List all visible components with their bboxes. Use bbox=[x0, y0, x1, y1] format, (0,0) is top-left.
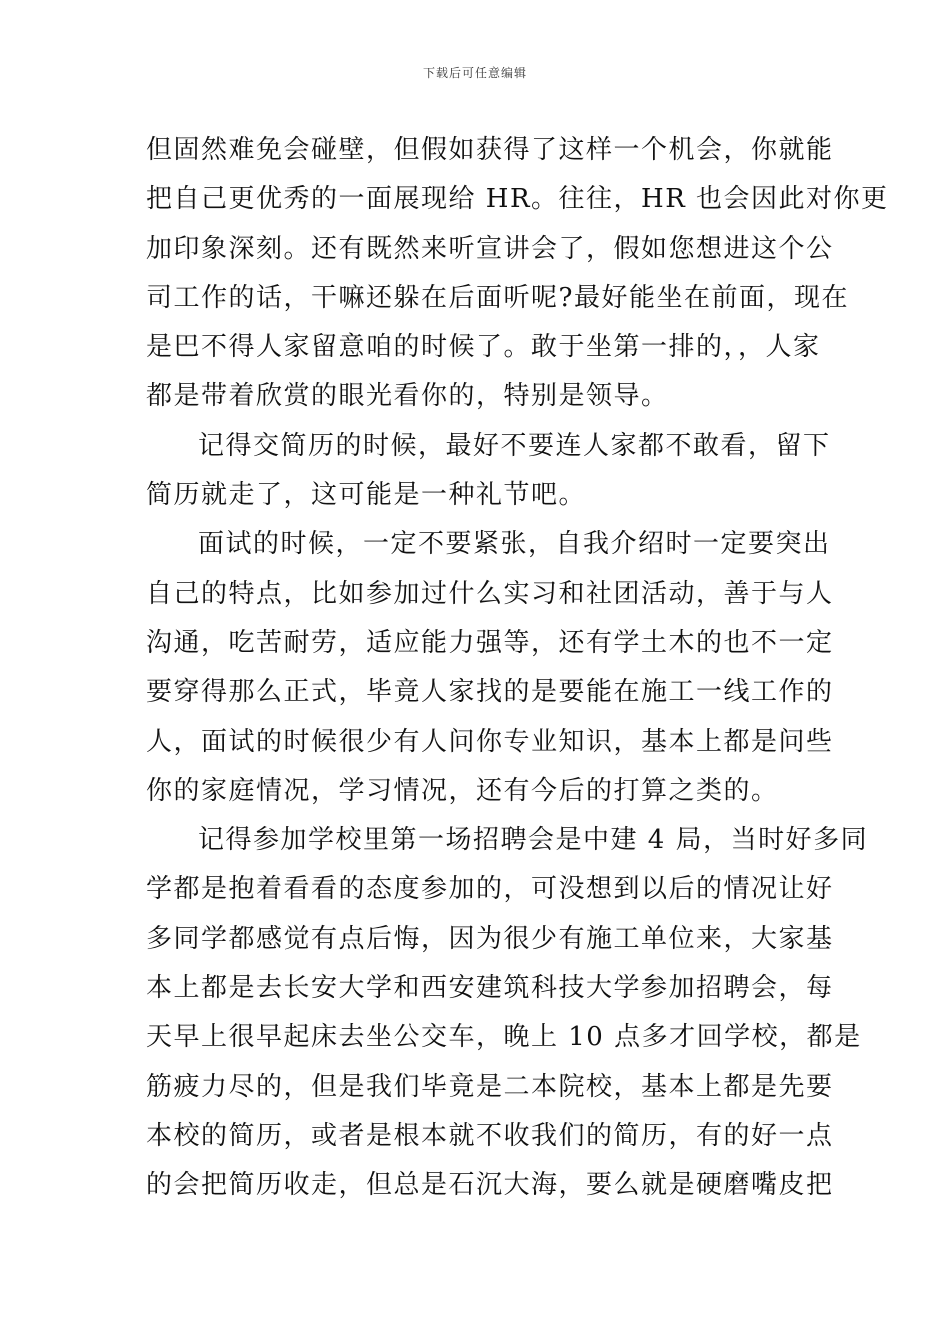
paragraph-line: 天早上很早起床去坐公交车，晚上 10 点多才回学校，都是 bbox=[146, 1022, 862, 1053]
paragraph-line: 简历就走了，这可能是一种礼节吧。 bbox=[146, 480, 587, 511]
paragraph-line: 自己的特点，比如参加过什么实习和社团活动，善于与人 bbox=[146, 578, 834, 609]
paragraph-1 bbox=[146, 126, 889, 422]
paragraph-line: 要穿得那么正式，毕竟人家找的是要能在施工一线工作的 bbox=[146, 677, 834, 708]
paragraph-line: 把自己更优秀的一面展现给 HR。往往，HR 也会因此对你更 bbox=[146, 184, 889, 215]
paragraph-line: 记得参加学校里第一场招聘会是中建 4 局，当时好多同 bbox=[198, 825, 869, 856]
paragraph-line: 的会把简历收走，但总是石沉大海，要么就是硬磨嘴皮把 bbox=[146, 1170, 834, 1201]
paragraph-line: 多同学都感觉有点后悔，因为很少有施工单位来，大家基 bbox=[146, 923, 834, 954]
paragraph-line: 面试的时候，一定不要紧张，自我介绍时一定要突出 bbox=[198, 529, 831, 560]
paragraph-line: 本校的简历，或者是根本就不收我们的简历，有的好一点 bbox=[146, 1120, 834, 1151]
paragraph-line: 你的家庭情况，学习情况，还有今后的打算之类的。 bbox=[146, 775, 779, 806]
paragraph-line: 本上都是去长安大学和西安建筑科技大学参加招聘会，每 bbox=[146, 973, 834, 1004]
paragraph-3 bbox=[146, 520, 834, 816]
paragraph-line: 司工作的话，干嘛还躲在后面听呢?最好能坐在前面，现在 bbox=[146, 282, 849, 313]
paragraph-line: 人，面试的时候很少有人问你专业知识，基本上都是问些 bbox=[146, 726, 834, 757]
page-header: 下载后可任意编辑 bbox=[422, 66, 527, 80]
paragraph-line: 筋疲力尽的，但是我们毕竟是二本院校，基本上都是先要 bbox=[146, 1071, 834, 1102]
paragraph-2 bbox=[146, 422, 831, 521]
paragraph-line: 都是带着欣赏的眼光看你的，特别是领导。 bbox=[146, 381, 669, 412]
paragraph-line: 是巴不得人家留意咱的时候了。敢于坐第一排的，，人家 bbox=[146, 332, 821, 363]
paragraph-line: 沟通，吃苦耐劳，适应能力强等，还有学土木的也不一定 bbox=[146, 627, 834, 658]
document-body bbox=[146, 126, 889, 1211]
paragraph-line: 记得交简历的时候，最好不要连人家都不敢看，留下 bbox=[198, 430, 831, 461]
paragraph-line: 学都是抱着看看的态度参加的，可没想到以后的情况让好 bbox=[146, 874, 834, 905]
paragraph-line: 但固然难免会碰壁，但假如获得了这样一个机会，你就能 bbox=[146, 135, 834, 165]
paragraph-line: 加印象深刻。还有既然来听宣讲会了，假如您想进这个公 bbox=[146, 233, 834, 264]
paragraph-4 bbox=[146, 816, 869, 1210]
